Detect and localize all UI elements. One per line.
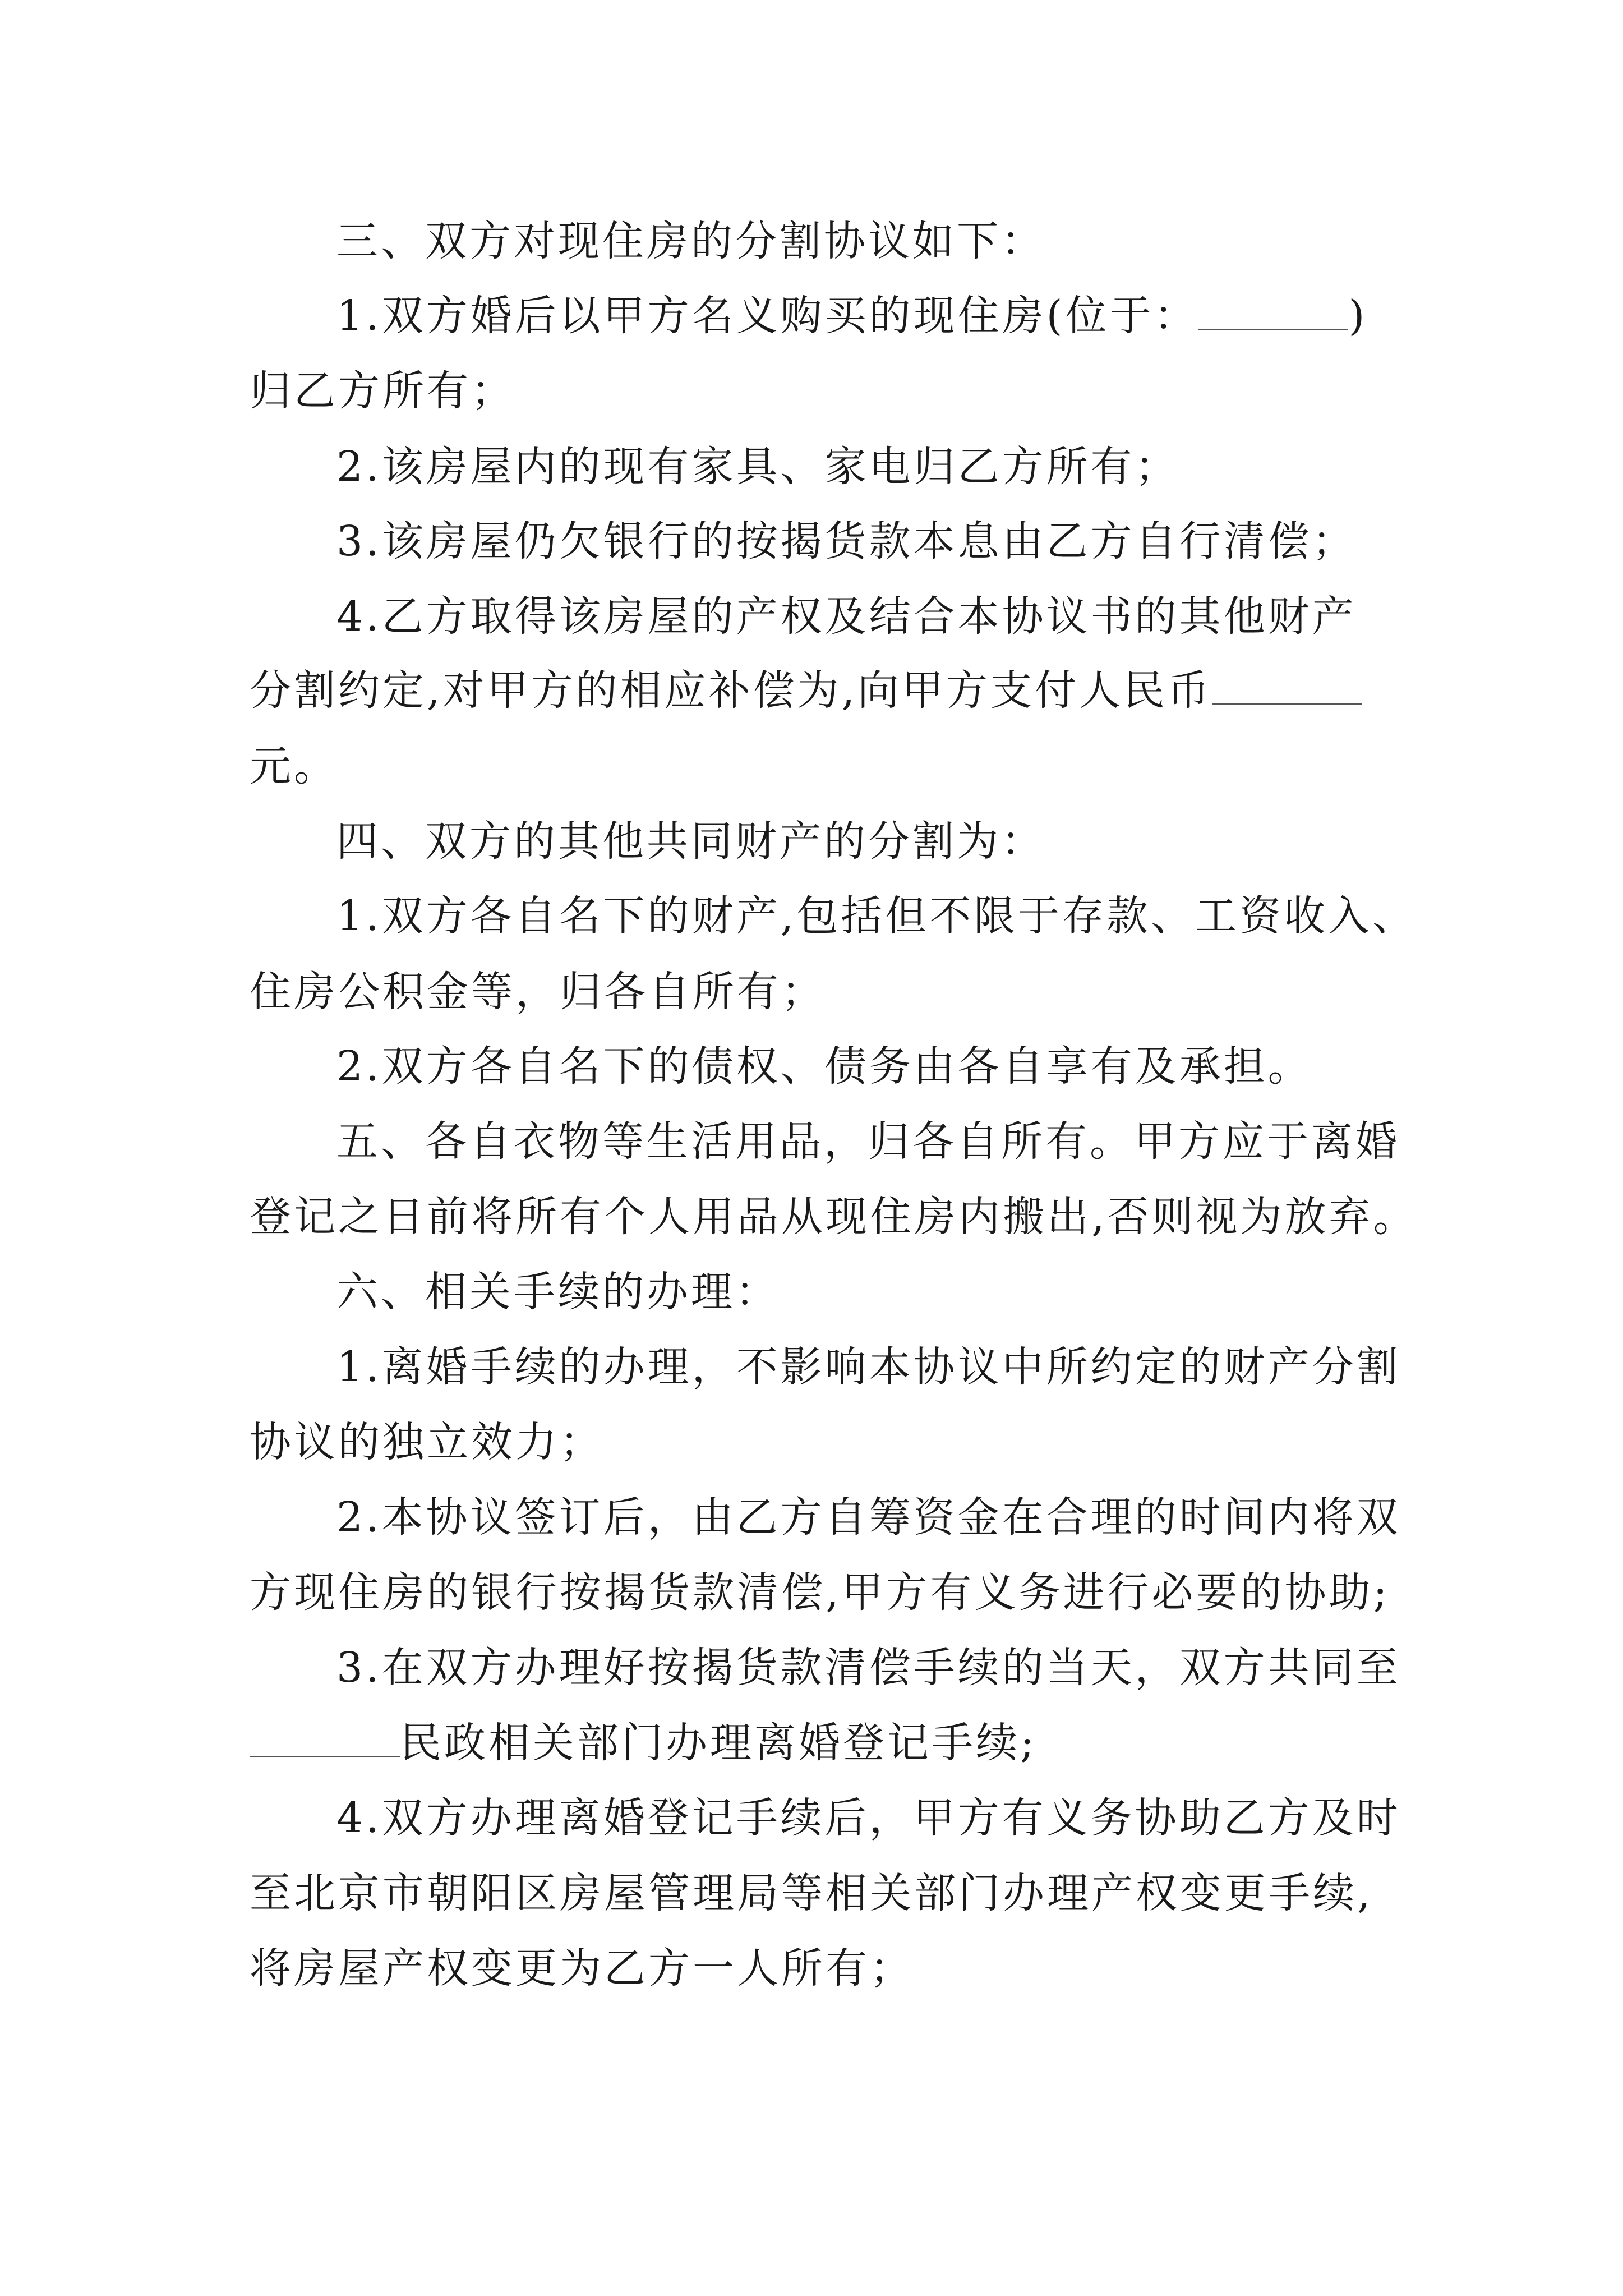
clause-4-1-line-2: 住房公积金等，归各自所有； (250, 968, 826, 1016)
clause-3-2: 2.该房屋内的现有家具、家电归乙方所有； (336, 443, 1179, 491)
clause-6-4-line-3: 将房屋产权变更为乙方一人所有； (250, 1944, 914, 1993)
clause-6-4-line-1: 4.双方办理离婚登记手续后，甲方有义务协助乙方及时 (336, 1794, 1401, 1842)
clause-6-1-line-2: 协议的独立效力； (250, 1418, 604, 1466)
clause-4-2: 2.双方各自名下的债权、债务由各自享有及承担。 (336, 1042, 1312, 1091)
clause-6-1-line-1: 1.离婚手续的办理，不影响本协议中所约定的财产分割 (336, 1343, 1401, 1391)
clause-6-4-line-2: 至北京市朝阳区房屋管理局等相关部门办理产权变更手续, (250, 1869, 1373, 1917)
section-4-heading: 四、双方的其他共同财产的分割为： (336, 817, 1045, 866)
clause-6-2-line-1: 2.本协议签订后，由乙方自筹资金在合理的时间内将双 (336, 1493, 1401, 1542)
clause-3-1-line-1: 1.双方婚后以甲方名义购买的现住房(位于： ) (336, 292, 1368, 340)
section-5-line-2: 登记之日前将所有个人用品从现住房内搬出,否则视为放弃。 (250, 1193, 1418, 1241)
section-6-heading: 六、相关手续的办理： (336, 1268, 780, 1316)
clause-3-4-line-1: 4.乙方取得该房屋的产权及结合本协议书的其他财产 (336, 592, 1357, 641)
clause-6-2-line-2: 方现住房的银行按揭货款清偿,甲方有义务进行必要的协助; (250, 1568, 1390, 1617)
clause-3-1-line-2: 归乙方所有； (250, 367, 515, 415)
clause-4-1-line-1: 1.双方各自名下的财产,包括但不限于存款、工资收入、 (336, 892, 1417, 940)
clause-3-4-line-3: 元。 (250, 742, 338, 790)
clause-6-3-line-1: 3.在双方办理好按揭货款清偿手续的当天，双方共同至 (336, 1644, 1401, 1692)
clause-3-3: 3.该房屋仍欠银行的按揭货款本息由乙方自行清偿； (336, 517, 1357, 565)
clause-3-4-line-2: 分割约定,对甲方的相应补偿为,向甲方支付人民币 (250, 665, 1362, 716)
section-5-line-1: 五、各自衣物等生活用品，归各自所有。甲方应于离婚 (336, 1117, 1400, 1166)
section-3-heading: 三、双方对现住房的分割协议如下： (336, 217, 1045, 265)
amount-blank (1212, 671, 1362, 705)
address-blank (1198, 296, 1348, 330)
location-blank (250, 1723, 400, 1757)
clause-6-3-line-2: 民政相关部门办理离婚登记手续; (250, 1718, 1037, 1768)
